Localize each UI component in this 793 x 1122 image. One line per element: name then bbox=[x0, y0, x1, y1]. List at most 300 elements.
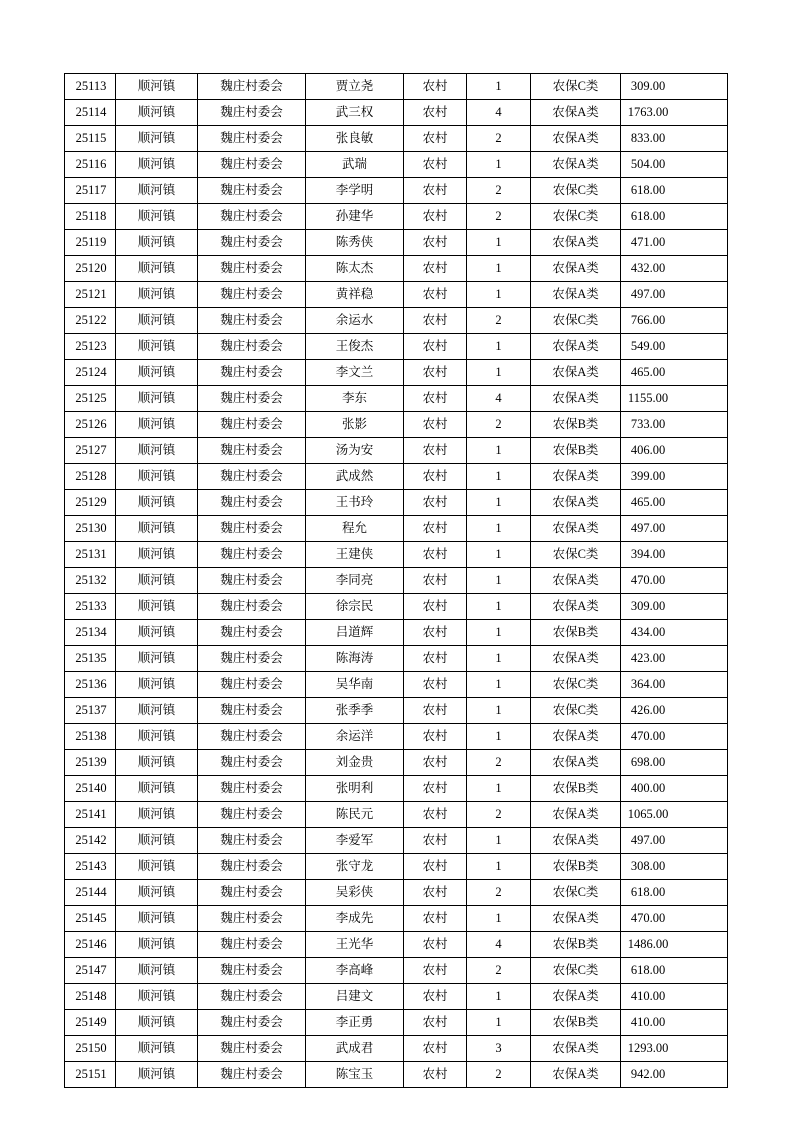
cell-count: 1 bbox=[467, 464, 531, 490]
cell-category: 农保A类 bbox=[531, 152, 621, 178]
cell-id: 25133 bbox=[65, 594, 116, 620]
cell-count: 1 bbox=[467, 724, 531, 750]
cell-name: 吕建文 bbox=[306, 984, 404, 1010]
cell-id: 25125 bbox=[65, 386, 116, 412]
cell-residence: 农村 bbox=[404, 100, 467, 126]
cell-village: 魏庄村委会 bbox=[198, 698, 306, 724]
cell-id: 25120 bbox=[65, 256, 116, 282]
cell-amount: 470.00 bbox=[621, 724, 728, 750]
cell-village: 魏庄村委会 bbox=[198, 776, 306, 802]
cell-amount: 1486.00 bbox=[621, 932, 728, 958]
cell-village: 魏庄村委会 bbox=[198, 282, 306, 308]
cell-village: 魏庄村委会 bbox=[198, 74, 306, 100]
cell-name: 李同亮 bbox=[306, 568, 404, 594]
cell-count: 1 bbox=[467, 256, 531, 282]
cell-name: 王建侠 bbox=[306, 542, 404, 568]
cell-village: 魏庄村委会 bbox=[198, 620, 306, 646]
cell-residence: 农村 bbox=[404, 1010, 467, 1036]
benefit-roster-table bbox=[64, 73, 728, 1088]
cell-amount: 410.00 bbox=[621, 1010, 728, 1036]
cell-name: 张良敏 bbox=[306, 126, 404, 152]
cell-town: 顺河镇 bbox=[116, 100, 198, 126]
cell-residence: 农村 bbox=[404, 256, 467, 282]
cell-amount: 471.00 bbox=[621, 230, 728, 256]
table-row bbox=[65, 1062, 728, 1088]
cell-category: 农保C类 bbox=[531, 178, 621, 204]
cell-category: 农保A类 bbox=[531, 724, 621, 750]
cell-name: 王书玲 bbox=[306, 490, 404, 516]
cell-id: 25140 bbox=[65, 776, 116, 802]
table-row bbox=[65, 698, 728, 724]
table-row bbox=[65, 438, 728, 464]
cell-count: 1 bbox=[467, 594, 531, 620]
cell-id: 25122 bbox=[65, 308, 116, 334]
cell-residence: 农村 bbox=[404, 568, 467, 594]
cell-amount: 497.00 bbox=[621, 282, 728, 308]
cell-town: 顺河镇 bbox=[116, 126, 198, 152]
cell-village: 魏庄村委会 bbox=[198, 360, 306, 386]
cell-count: 1 bbox=[467, 360, 531, 386]
cell-amount: 465.00 bbox=[621, 490, 728, 516]
cell-name: 王光华 bbox=[306, 932, 404, 958]
cell-count: 1 bbox=[467, 1010, 531, 1036]
cell-town: 顺河镇 bbox=[116, 646, 198, 672]
cell-village: 魏庄村委会 bbox=[198, 854, 306, 880]
cell-town: 顺河镇 bbox=[116, 360, 198, 386]
cell-town: 顺河镇 bbox=[116, 880, 198, 906]
cell-amount: 942.00 bbox=[621, 1062, 728, 1088]
cell-village: 魏庄村委会 bbox=[198, 594, 306, 620]
cell-village: 魏庄村委会 bbox=[198, 256, 306, 282]
table-row bbox=[65, 672, 728, 698]
cell-name: 武成君 bbox=[306, 1036, 404, 1062]
cell-town: 顺河镇 bbox=[116, 698, 198, 724]
cell-town: 顺河镇 bbox=[116, 178, 198, 204]
cell-village: 魏庄村委会 bbox=[198, 100, 306, 126]
cell-name: 余运洋 bbox=[306, 724, 404, 750]
cell-category: 农保B类 bbox=[531, 620, 621, 646]
table-row bbox=[65, 932, 728, 958]
cell-category: 农保C类 bbox=[531, 958, 621, 984]
cell-count: 1 bbox=[467, 438, 531, 464]
table-row bbox=[65, 178, 728, 204]
cell-amount: 549.00 bbox=[621, 334, 728, 360]
cell-id: 25137 bbox=[65, 698, 116, 724]
cell-count: 2 bbox=[467, 412, 531, 438]
cell-town: 顺河镇 bbox=[116, 1010, 198, 1036]
cell-id: 25119 bbox=[65, 230, 116, 256]
cell-amount: 394.00 bbox=[621, 542, 728, 568]
cell-residence: 农村 bbox=[404, 776, 467, 802]
cell-count: 1 bbox=[467, 230, 531, 256]
cell-name: 武成然 bbox=[306, 464, 404, 490]
cell-amount: 406.00 bbox=[621, 438, 728, 464]
cell-id: 25115 bbox=[65, 126, 116, 152]
table-row bbox=[65, 152, 728, 178]
cell-residence: 农村 bbox=[404, 204, 467, 230]
table-row bbox=[65, 984, 728, 1010]
cell-id: 25141 bbox=[65, 802, 116, 828]
cell-residence: 农村 bbox=[404, 386, 467, 412]
cell-town: 顺河镇 bbox=[116, 230, 198, 256]
cell-category: 农保C类 bbox=[531, 74, 621, 100]
cell-residence: 农村 bbox=[404, 282, 467, 308]
cell-category: 农保A类 bbox=[531, 490, 621, 516]
cell-amount: 465.00 bbox=[621, 360, 728, 386]
cell-category: 农保A类 bbox=[531, 1036, 621, 1062]
cell-id: 25132 bbox=[65, 568, 116, 594]
cell-count: 1 bbox=[467, 490, 531, 516]
cell-name: 李成先 bbox=[306, 906, 404, 932]
cell-residence: 农村 bbox=[404, 516, 467, 542]
table-row bbox=[65, 594, 728, 620]
cell-category: 农保A类 bbox=[531, 256, 621, 282]
cell-town: 顺河镇 bbox=[116, 828, 198, 854]
cell-village: 魏庄村委会 bbox=[198, 334, 306, 360]
cell-name: 吕道辉 bbox=[306, 620, 404, 646]
table-row bbox=[65, 464, 728, 490]
cell-town: 顺河镇 bbox=[116, 802, 198, 828]
cell-category: 农保C类 bbox=[531, 204, 621, 230]
cell-name: 汤为安 bbox=[306, 438, 404, 464]
cell-id: 25138 bbox=[65, 724, 116, 750]
cell-category: 农保A类 bbox=[531, 1062, 621, 1088]
cell-count: 3 bbox=[467, 1036, 531, 1062]
table-row bbox=[65, 750, 728, 776]
cell-category: 农保A类 bbox=[531, 100, 621, 126]
cell-residence: 农村 bbox=[404, 360, 467, 386]
cell-count: 1 bbox=[467, 698, 531, 724]
cell-id: 25117 bbox=[65, 178, 116, 204]
table-row bbox=[65, 568, 728, 594]
cell-amount: 1065.00 bbox=[621, 802, 728, 828]
cell-category: 农保B类 bbox=[531, 438, 621, 464]
cell-residence: 农村 bbox=[404, 698, 467, 724]
cell-category: 农保C类 bbox=[531, 880, 621, 906]
cell-category: 农保A类 bbox=[531, 282, 621, 308]
cell-amount: 497.00 bbox=[621, 516, 728, 542]
cell-id: 25121 bbox=[65, 282, 116, 308]
cell-id: 25150 bbox=[65, 1036, 116, 1062]
cell-count: 1 bbox=[467, 568, 531, 594]
cell-name: 吴彩侠 bbox=[306, 880, 404, 906]
cell-residence: 农村 bbox=[404, 958, 467, 984]
table-row bbox=[65, 100, 728, 126]
cell-name: 张守龙 bbox=[306, 854, 404, 880]
cell-id: 25143 bbox=[65, 854, 116, 880]
cell-village: 魏庄村委会 bbox=[198, 490, 306, 516]
cell-village: 魏庄村委会 bbox=[198, 230, 306, 256]
cell-name: 陈太杰 bbox=[306, 256, 404, 282]
cell-name: 陈宝玉 bbox=[306, 1062, 404, 1088]
cell-name: 陈海涛 bbox=[306, 646, 404, 672]
cell-village: 魏庄村委会 bbox=[198, 828, 306, 854]
cell-village: 魏庄村委会 bbox=[198, 1036, 306, 1062]
table-row bbox=[65, 386, 728, 412]
cell-town: 顺河镇 bbox=[116, 204, 198, 230]
cell-count: 4 bbox=[467, 932, 531, 958]
cell-category: 农保A类 bbox=[531, 230, 621, 256]
cell-name: 余运水 bbox=[306, 308, 404, 334]
cell-category: 农保C类 bbox=[531, 542, 621, 568]
cell-id: 25151 bbox=[65, 1062, 116, 1088]
cell-residence: 农村 bbox=[404, 438, 467, 464]
cell-town: 顺河镇 bbox=[116, 932, 198, 958]
cell-residence: 农村 bbox=[404, 594, 467, 620]
cell-count: 2 bbox=[467, 204, 531, 230]
cell-category: 农保A类 bbox=[531, 984, 621, 1010]
table-row bbox=[65, 958, 728, 984]
cell-name: 张影 bbox=[306, 412, 404, 438]
cell-name: 陈秀侠 bbox=[306, 230, 404, 256]
cell-category: 农保C类 bbox=[531, 698, 621, 724]
cell-village: 魏庄村委会 bbox=[198, 152, 306, 178]
cell-name: 李高峰 bbox=[306, 958, 404, 984]
cell-village: 魏庄村委会 bbox=[198, 464, 306, 490]
cell-category: 农保C类 bbox=[531, 308, 621, 334]
cell-count: 2 bbox=[467, 750, 531, 776]
table-row bbox=[65, 204, 728, 230]
table-row bbox=[65, 308, 728, 334]
cell-category: 农保B类 bbox=[531, 412, 621, 438]
cell-amount: 364.00 bbox=[621, 672, 728, 698]
cell-id: 25134 bbox=[65, 620, 116, 646]
cell-residence: 农村 bbox=[404, 672, 467, 698]
cell-town: 顺河镇 bbox=[116, 152, 198, 178]
cell-town: 顺河镇 bbox=[116, 542, 198, 568]
cell-town: 顺河镇 bbox=[116, 594, 198, 620]
cell-amount: 618.00 bbox=[621, 178, 728, 204]
cell-amount: 1293.00 bbox=[621, 1036, 728, 1062]
cell-village: 魏庄村委会 bbox=[198, 724, 306, 750]
cell-residence: 农村 bbox=[404, 906, 467, 932]
table-row bbox=[65, 282, 728, 308]
cell-amount: 504.00 bbox=[621, 152, 728, 178]
cell-id: 25142 bbox=[65, 828, 116, 854]
cell-village: 魏庄村委会 bbox=[198, 1062, 306, 1088]
cell-residence: 农村 bbox=[404, 646, 467, 672]
cell-village: 魏庄村委会 bbox=[198, 204, 306, 230]
cell-amount: 766.00 bbox=[621, 308, 728, 334]
cell-count: 1 bbox=[467, 906, 531, 932]
cell-town: 顺河镇 bbox=[116, 906, 198, 932]
cell-village: 魏庄村委会 bbox=[198, 542, 306, 568]
table-row bbox=[65, 360, 728, 386]
cell-village: 魏庄村委会 bbox=[198, 178, 306, 204]
cell-id: 25149 bbox=[65, 1010, 116, 1036]
cell-category: 农保A类 bbox=[531, 594, 621, 620]
cell-name: 徐宗民 bbox=[306, 594, 404, 620]
cell-category: 农保A类 bbox=[531, 906, 621, 932]
cell-category: 农保A类 bbox=[531, 386, 621, 412]
table-row bbox=[65, 880, 728, 906]
cell-village: 魏庄村委会 bbox=[198, 126, 306, 152]
cell-residence: 农村 bbox=[404, 984, 467, 1010]
table-row bbox=[65, 230, 728, 256]
cell-amount: 470.00 bbox=[621, 906, 728, 932]
cell-town: 顺河镇 bbox=[116, 984, 198, 1010]
cell-count: 1 bbox=[467, 854, 531, 880]
cell-id: 25113 bbox=[65, 74, 116, 100]
cell-count: 2 bbox=[467, 880, 531, 906]
cell-category: 农保A类 bbox=[531, 126, 621, 152]
cell-town: 顺河镇 bbox=[116, 386, 198, 412]
cell-amount: 308.00 bbox=[621, 854, 728, 880]
table-row bbox=[65, 256, 728, 282]
cell-residence: 农村 bbox=[404, 802, 467, 828]
cell-amount: 618.00 bbox=[621, 958, 728, 984]
cell-category: 农保A类 bbox=[531, 646, 621, 672]
cell-town: 顺河镇 bbox=[116, 568, 198, 594]
cell-name: 李爱军 bbox=[306, 828, 404, 854]
cell-village: 魏庄村委会 bbox=[198, 1010, 306, 1036]
cell-category: 农保C类 bbox=[531, 672, 621, 698]
cell-id: 25131 bbox=[65, 542, 116, 568]
cell-town: 顺河镇 bbox=[116, 672, 198, 698]
cell-id: 25146 bbox=[65, 932, 116, 958]
cell-residence: 农村 bbox=[404, 620, 467, 646]
cell-residence: 农村 bbox=[404, 750, 467, 776]
cell-category: 农保A类 bbox=[531, 568, 621, 594]
cell-village: 魏庄村委会 bbox=[198, 568, 306, 594]
table-row bbox=[65, 1010, 728, 1036]
cell-id: 25139 bbox=[65, 750, 116, 776]
cell-town: 顺河镇 bbox=[116, 334, 198, 360]
cell-count: 1 bbox=[467, 282, 531, 308]
cell-town: 顺河镇 bbox=[116, 308, 198, 334]
cell-village: 魏庄村委会 bbox=[198, 516, 306, 542]
cell-amount: 1763.00 bbox=[621, 100, 728, 126]
table-row bbox=[65, 854, 728, 880]
cell-town: 顺河镇 bbox=[116, 750, 198, 776]
cell-residence: 农村 bbox=[404, 880, 467, 906]
cell-id: 25124 bbox=[65, 360, 116, 386]
cell-residence: 农村 bbox=[404, 152, 467, 178]
table-row bbox=[65, 542, 728, 568]
cell-residence: 农村 bbox=[404, 308, 467, 334]
cell-residence: 农村 bbox=[404, 1036, 467, 1062]
table-body bbox=[65, 74, 728, 1088]
cell-residence: 农村 bbox=[404, 724, 467, 750]
cell-id: 25148 bbox=[65, 984, 116, 1010]
cell-amount: 698.00 bbox=[621, 750, 728, 776]
cell-category: 农保A类 bbox=[531, 516, 621, 542]
cell-id: 25128 bbox=[65, 464, 116, 490]
cell-village: 魏庄村委会 bbox=[198, 932, 306, 958]
cell-category: 农保B类 bbox=[531, 854, 621, 880]
cell-category: 农保A类 bbox=[531, 802, 621, 828]
cell-amount: 733.00 bbox=[621, 412, 728, 438]
cell-name: 吴华南 bbox=[306, 672, 404, 698]
cell-count: 2 bbox=[467, 126, 531, 152]
table-row bbox=[65, 802, 728, 828]
table-row bbox=[65, 412, 728, 438]
cell-amount: 400.00 bbox=[621, 776, 728, 802]
table-row bbox=[65, 646, 728, 672]
cell-amount: 833.00 bbox=[621, 126, 728, 152]
table-row bbox=[65, 334, 728, 360]
cell-count: 2 bbox=[467, 1062, 531, 1088]
cell-name: 李学明 bbox=[306, 178, 404, 204]
cell-village: 魏庄村委会 bbox=[198, 438, 306, 464]
cell-count: 1 bbox=[467, 672, 531, 698]
cell-town: 顺河镇 bbox=[116, 958, 198, 984]
cell-residence: 农村 bbox=[404, 178, 467, 204]
cell-amount: 309.00 bbox=[621, 594, 728, 620]
cell-id: 25129 bbox=[65, 490, 116, 516]
cell-count: 1 bbox=[467, 74, 531, 100]
cell-category: 农保A类 bbox=[531, 828, 621, 854]
table-row bbox=[65, 828, 728, 854]
cell-category: 农保A类 bbox=[531, 360, 621, 386]
cell-name: 武瑞 bbox=[306, 152, 404, 178]
cell-residence: 农村 bbox=[404, 126, 467, 152]
cell-amount: 470.00 bbox=[621, 568, 728, 594]
cell-residence: 农村 bbox=[404, 828, 467, 854]
cell-count: 1 bbox=[467, 984, 531, 1010]
table-row bbox=[65, 724, 728, 750]
cell-town: 顺河镇 bbox=[116, 724, 198, 750]
cell-town: 顺河镇 bbox=[116, 438, 198, 464]
cell-amount: 618.00 bbox=[621, 204, 728, 230]
cell-amount: 309.00 bbox=[621, 74, 728, 100]
cell-village: 魏庄村委会 bbox=[198, 646, 306, 672]
cell-residence: 农村 bbox=[404, 932, 467, 958]
cell-residence: 农村 bbox=[404, 334, 467, 360]
cell-count: 1 bbox=[467, 828, 531, 854]
cell-town: 顺河镇 bbox=[116, 620, 198, 646]
cell-name: 贾立尧 bbox=[306, 74, 404, 100]
cell-residence: 农村 bbox=[404, 854, 467, 880]
cell-name: 王俊杰 bbox=[306, 334, 404, 360]
cell-town: 顺河镇 bbox=[116, 854, 198, 880]
cell-id: 25144 bbox=[65, 880, 116, 906]
cell-id: 25126 bbox=[65, 412, 116, 438]
cell-village: 魏庄村委会 bbox=[198, 750, 306, 776]
cell-name: 孙建华 bbox=[306, 204, 404, 230]
table-row bbox=[65, 1036, 728, 1062]
cell-village: 魏庄村委会 bbox=[198, 308, 306, 334]
cell-town: 顺河镇 bbox=[116, 1062, 198, 1088]
table-row bbox=[65, 620, 728, 646]
cell-id: 25114 bbox=[65, 100, 116, 126]
cell-count: 1 bbox=[467, 646, 531, 672]
cell-amount: 410.00 bbox=[621, 984, 728, 1010]
cell-count: 2 bbox=[467, 958, 531, 984]
cell-name: 武三权 bbox=[306, 100, 404, 126]
cell-amount: 423.00 bbox=[621, 646, 728, 672]
cell-name: 刘金贵 bbox=[306, 750, 404, 776]
cell-id: 25127 bbox=[65, 438, 116, 464]
cell-name: 张季季 bbox=[306, 698, 404, 724]
cell-town: 顺河镇 bbox=[116, 1036, 198, 1062]
cell-village: 魏庄村委会 bbox=[198, 906, 306, 932]
cell-amount: 434.00 bbox=[621, 620, 728, 646]
cell-id: 25123 bbox=[65, 334, 116, 360]
cell-residence: 农村 bbox=[404, 230, 467, 256]
cell-residence: 农村 bbox=[404, 74, 467, 100]
cell-name: 李东 bbox=[306, 386, 404, 412]
cell-count: 1 bbox=[467, 334, 531, 360]
cell-name: 黄祥稳 bbox=[306, 282, 404, 308]
table-row bbox=[65, 776, 728, 802]
cell-amount: 618.00 bbox=[621, 880, 728, 906]
cell-name: 李文兰 bbox=[306, 360, 404, 386]
cell-count: 2 bbox=[467, 802, 531, 828]
cell-category: 农保A类 bbox=[531, 464, 621, 490]
cell-village: 魏庄村委会 bbox=[198, 984, 306, 1010]
cell-amount: 1155.00 bbox=[621, 386, 728, 412]
